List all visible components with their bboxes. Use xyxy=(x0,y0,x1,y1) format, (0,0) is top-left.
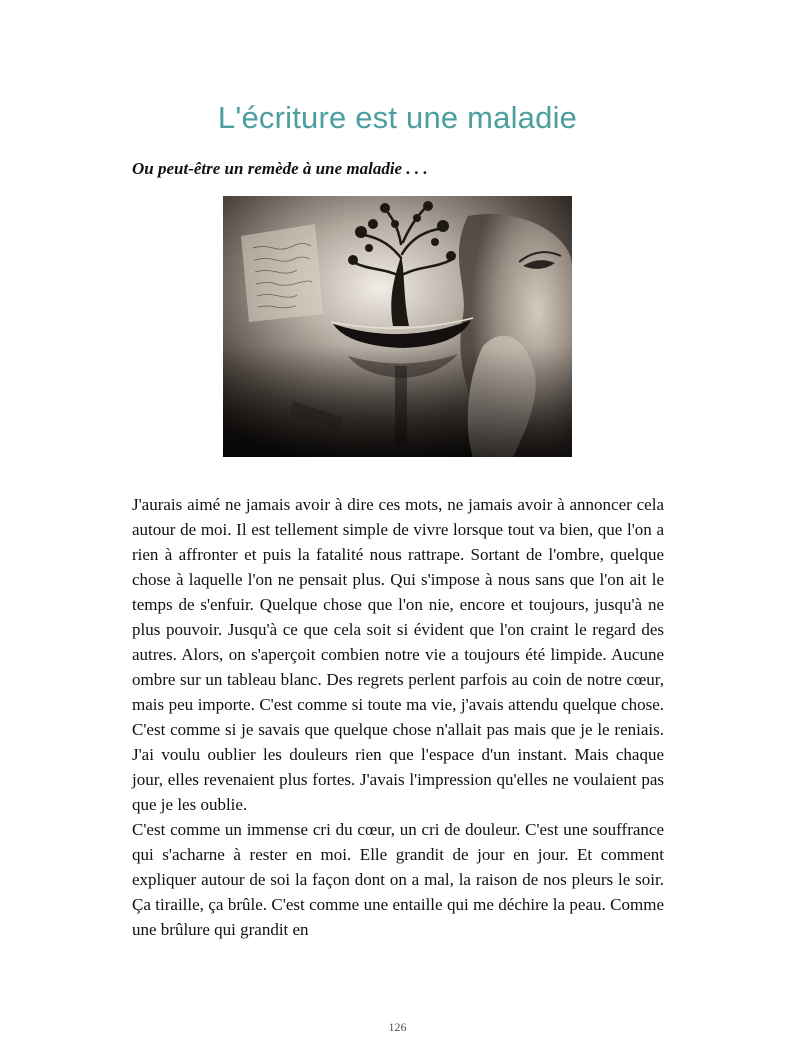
body-text xyxy=(132,492,664,942)
illustration xyxy=(223,196,572,457)
paragraph: C'est comme un immense cri du cœur, un cri de douleur. C'est une souffrance qui s'acharne à rester en moi. Elle grandit de jour en jour. Et comment expliquer autour de soi la façon dont on a mal, la raison de nos pleurs le soir. Ça tiraille, ça brûle. C'est comme une entaille qui me déchire la peau. Comme une brûlure qui grandit en xyxy=(132,820,664,939)
page-title: L'écriture est une maladie xyxy=(217,100,578,135)
paragraph: J'aurais aimé ne jamais avoir à dire ces mots, ne jamais avoir à annoncer cela autour de moi. Il est tellement simple de vivre lorsque tout va bien, que l'on a rien à affronter et puis la fatalité nous rattrape. Sortant de l'ombre, quelque chose à laquelle l'on ne pensait plus. Qui s'impose à nous sans que l'on ait le temps de s'enfuir. Quelque chose que l'on nie, encore et toujours, jusqu'à ne plus pouvoir. Jusqu'à ce que cela soit si évident que l'on craint le regard des autres. Alors, on s'aperçoit combien notre vie a toujours été limpide. Aucune ombre sur un tableau blanc. Des regrets perlent parfois au coin de notre cœur, mais peu importe. C'est comme si toute ma vie, j'avais attendu quelque chose. C'est comme si je savais que quelque chose n'allait pas mais que je le reniais. J'ai voulu oublier les douleurs rien que l'espace d'un instant. Mais chaque jour, elles revenaient plus fortes. J'avais l'impression qu'elles ne voulaient pas que je les oublie. xyxy=(132,495,664,814)
page-number: 126 xyxy=(388,1020,407,1034)
subtitle: Ou peut-être un remède à une maladie . . . xyxy=(132,159,428,178)
